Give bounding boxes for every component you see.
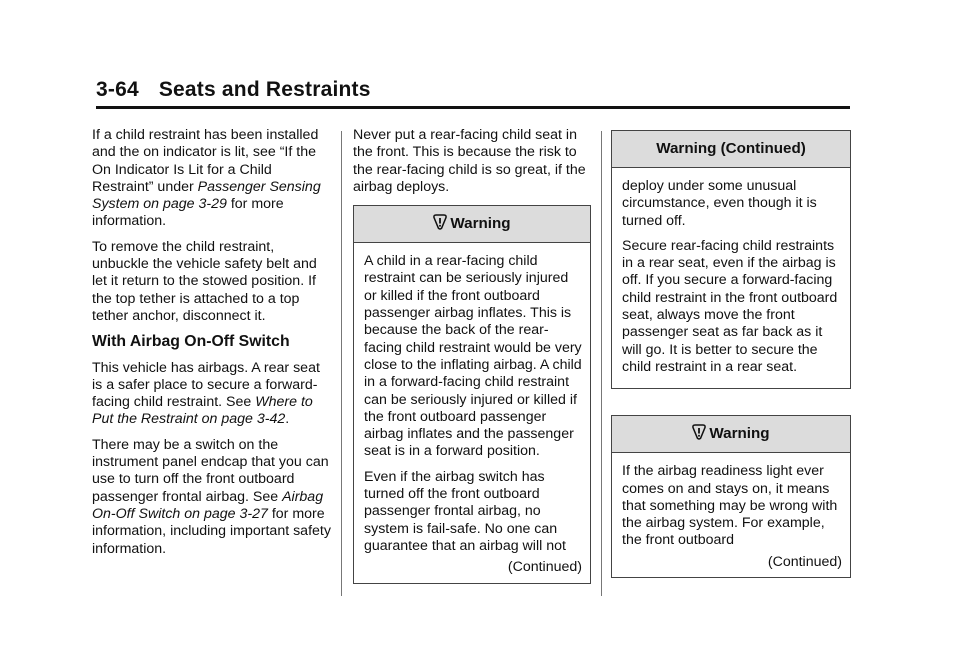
column-divider-2 — [601, 131, 602, 596]
text: . — [285, 411, 290, 428]
warning-symbol-icon — [692, 424, 706, 440]
continued-label: (Continued) — [767, 553, 842, 570]
warning-continued-header: Warning (Continued) — [612, 131, 850, 168]
warning-box-header — [354, 206, 590, 243]
warning-paragraph-2: Even if the airbag switch has turned off the front outboard passenger frontal airbag, no system is fail-safe. No one can guarantee that an airbag will not — [364, 468, 566, 554]
paragraph-remove-restraint: To remove the child restraint, unbuckle the vehicle safety belt and let it return to the stowed position. If the top tether is attached to a top tether anchor, disconnect it. — [92, 238, 317, 324]
section-heading: With Airbag On-Off Switch — [92, 333, 290, 351]
column-3 — [611, 130, 851, 578]
warning-continued-paragraph-2: Secure rear-facing child restraints in a rear seat, even if the airbag is off. If you secure a forward-facing child restraint in the front outboard seat, always move the front passenger seat as far back as it will go. It is better to secure the child restraint in a rear seat. — [622, 237, 838, 375]
continued-label: (Continued) — [507, 559, 582, 576]
warning-continued-paragraph-1: deploy under some unusual circumstance, even though it is turned off. — [622, 178, 817, 229]
header-text — [96, 78, 850, 102]
header-rule — [96, 106, 850, 109]
text: for more information. — [92, 196, 284, 230]
paragraph-airbags — [92, 360, 332, 429]
paragraph-child-restraint-indicator — [92, 127, 332, 231]
warning-box-2-body — [612, 453, 850, 577]
text: This vehicle has airbags. A rear seat is a safer place to secure a forward-facing child restraint. See — [92, 359, 320, 411]
warning-title: Warning — [450, 215, 511, 233]
text: for more information, including important safety information. — [92, 505, 331, 557]
warning-2-paragraph-1: If the airbag readiness light ever comes on and stays on, it means that something may be wrong with the airbag system. For example, the front outboard — [622, 463, 838, 549]
column-divider-1 — [341, 131, 342, 596]
ref-where-to-put[interactable]: Where to Put the Restraint on page 3-42 — [92, 394, 313, 428]
warning-continued-box — [611, 130, 851, 389]
column-2 — [353, 127, 591, 584]
warning-box-2-header — [612, 416, 850, 453]
chapter-title: Seats and Restraints — [158, 78, 371, 101]
text: There may be a switch on the instrument panel endcap that you can use to turn off the front outboard passenger frontal airbag. See — [92, 436, 329, 505]
paragraph-switch — [92, 437, 332, 558]
ref-airbag-switch[interactable]: Airbag On-Off Switch on page 3-27 — [92, 488, 324, 522]
ref-passenger-sensing[interactable]: Passenger Sensing System on page 3-29 — [92, 178, 321, 213]
warning-symbol-icon — [433, 214, 447, 230]
warning-continued-body — [612, 168, 850, 388]
text: If a child restraint has been installed and the on indicator is lit, see “If the On Indicator Is Lit for a Child Restraint” under — [92, 127, 319, 195]
page-number: 3-64 — [96, 78, 139, 101]
warning-box — [353, 205, 591, 583]
warning-box-body — [354, 243, 590, 582]
page-header — [96, 78, 850, 102]
warning-box-2 — [611, 415, 851, 578]
paragraph-never-rear-facing: Never put a rear-facing child seat in the front. This is because the risk to the rear-facing child is so great, if the airbag deploys. — [353, 127, 586, 195]
warning-paragraph-1: A child in a rear-facing child restraint can be seriously injured or killed if the front outboard passenger airbag inflates. This is because the back of the rear-facing child restraint would be very close to the inflating airbag. A child in a forward-facing child restraint can be seriously injured or killed if the front outboard passenger airbag inflates and the passenger seat is in a forward position. — [364, 253, 582, 460]
warning-title: Warning — [709, 425, 770, 443]
column-1 — [92, 127, 332, 566]
